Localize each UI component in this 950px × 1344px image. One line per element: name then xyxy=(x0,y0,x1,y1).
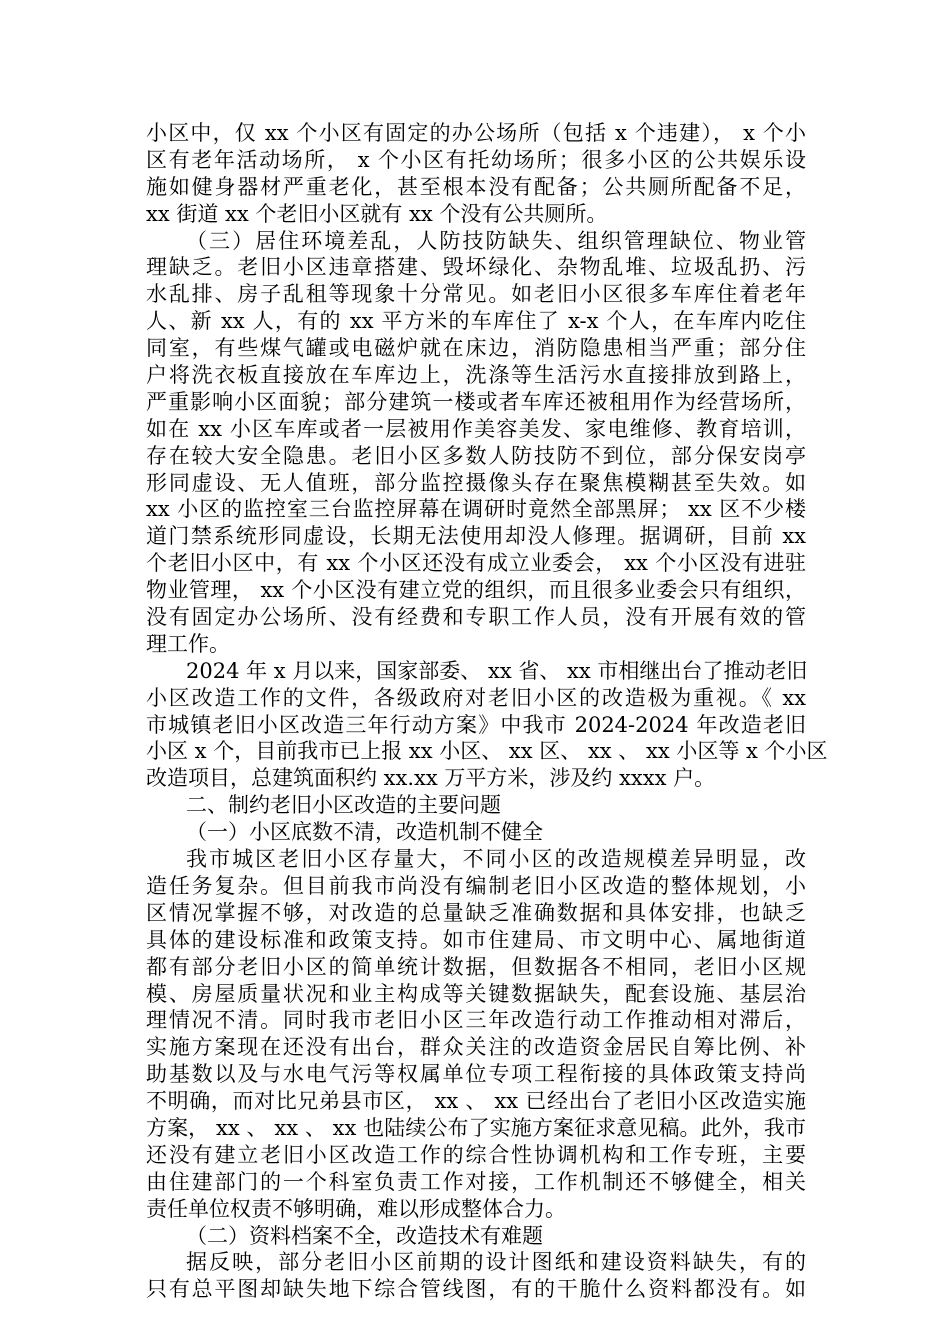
text-line: 小区 x 个，目前我市已上报 xx 小区、 xx 区、 xx 、 xx 小区等 x 个小区 xyxy=(146,739,828,764)
text-line: 户将洗衣板直接放在车库边上，洗涤等生活污水直接排放到路上， xyxy=(146,363,806,388)
text-line: 不明确，而对比兄弟县市区， xx 、 xx 已经出台了老旧小区改造实施 xyxy=(146,1089,806,1114)
text-line: 都有部分老旧小区的简单统计数据，但数据各不相同，老旧小区规 xyxy=(146,954,806,979)
text-line: 改造项目，总建筑面积约 xx.xx 万平方米，涉及约 xxxx 户。 xyxy=(146,766,716,791)
text-line: 个老旧小区中，有 xx 个小区还没有成立业委会， xx 个小区没有进驻 xyxy=(146,551,806,576)
text-line: （一）小区底数不清，改造机制不健全 xyxy=(186,820,543,845)
text-line: 我市城区老旧小区存量大，不同小区的改造规模差异明显，改 xyxy=(186,847,806,872)
text-line: 由住建部门的一个科室负责工作对接，工作机制还不够健全，相关 xyxy=(146,1169,806,1194)
text-line: 造任务复杂。但目前我市尚没有编制老旧小区改造的整体规划，小 xyxy=(146,873,806,898)
text-line: 方案， xx 、 xx 、 xx 也陆续公布了实施方案征求意见稿。此外，我市 xyxy=(146,1115,806,1140)
text-line: 人、新 xx 人，有的 xx 平方米的车库住了 x-x 个人，在车库内吃住 xyxy=(146,309,806,334)
text-line: （二）资料档案不全，改造技术有难题 xyxy=(186,1223,543,1248)
text-line: 具体的建设标准和政策支持。如市住建局、市文明中心、属地街道 xyxy=(146,927,806,952)
text-line: 施如健身器材严重老化，甚至根本没有配备；公共厕所配备不足， xyxy=(146,174,806,199)
text-line: xx 小区的监控室三台监控屏幕在调研时竟然全部黑屏； xx 区不少楼 xyxy=(146,497,806,522)
text-line: 理工作。 xyxy=(146,631,230,656)
text-line: 助基数以及与水电气污等权属单位专项工程衔接的具体政策支持尚 xyxy=(146,1062,806,1087)
text-line: 2024 年 x 月以来，国家部委、 xx 省、 xx 市相继出台了推动老旧 xyxy=(186,658,808,683)
text-line: 二、制约老旧小区改造的主要问题 xyxy=(186,793,501,818)
text-line: 模、房屋质量状况和业主构成等关键数据缺失，配套设施、基层治 xyxy=(146,981,806,1006)
document-page xyxy=(146,120,828,1303)
text-line: 道门禁系统形同虚设，长期无法使用却没人修理。据调研，目前 xx xyxy=(146,524,806,549)
text-line: xx 街道 xx 个老旧小区就有 xx 个没有公共厕所。 xyxy=(146,201,608,226)
text-line: 责任单位权责不够明确，难以形成整体合力。 xyxy=(146,1196,566,1221)
text-line: 据反映，部分老旧小区前期的设计图纸和建设资料缺失，有的 xyxy=(186,1250,806,1275)
text-line: 严重影响小区面貌；部分建筑一楼或者车库还被租用作为经营场所， xyxy=(146,389,806,414)
text-line: 理情况不清。同时我市老旧小区三年改造行动工作推动相对滞后， xyxy=(146,1008,806,1033)
text-line: （三）居住环境差乱，人防技防缺失、组织管理缺位、物业管 xyxy=(186,228,806,253)
text-line: 小区改造工作的文件，各级政府对老旧小区的改造极为重视。《 xx xyxy=(146,685,806,710)
text-line: 理缺乏。老旧小区违章搭建、毁坏绿化、杂物乱堆、垃圾乱扔、污 xyxy=(146,255,806,280)
text-line: 水乱排、房子乱租等现象十分常见。如老旧小区很多车库住着老年 xyxy=(146,282,806,307)
text-line: 物业管理， xx 个小区没有建立党的组织，而且很多业委会只有组织， xyxy=(146,578,806,603)
text-line: 只有总平图却缺失地下综合管线图，有的干脆什么资料都没有。如 xyxy=(146,1277,806,1302)
text-line: 同室，有些煤气罐或电磁炉就在床边，消防隐患相当严重；部分住 xyxy=(146,336,806,361)
text-line: 小区中，仅 xx 个小区有固定的办公场所（包括 x 个违建）， x 个小 xyxy=(146,121,806,145)
text-line: 还没有建立老旧小区改造工作的综合性协调机构和工作专班，主要 xyxy=(146,1142,806,1167)
text-line: 没有固定办公场所、没有经费和专职工作人员，没有开展有效的管 xyxy=(146,605,806,630)
text-line: 如在 xx 小区车库或者一层被用作美容美发、家电维修、教育培训， xyxy=(146,416,806,441)
text-line: 实施方案现在还没有出台，群众关注的改造资金居民自筹比例、补 xyxy=(146,1035,806,1060)
text-line: 区情况掌握不够，对改造的总量缺乏准确数据和具体安排，也缺乏 xyxy=(146,900,806,925)
text-line: 市城镇老旧小区改造三年行动方案》中我市 2024-2024 年改造老旧 xyxy=(146,712,806,737)
text-line: 区有老年活动场所， x 个小区有托幼场所；很多小区的公共娱乐设 xyxy=(146,147,806,172)
text-line: 形同虚设、无人值班，部分监控摄像头存在聚焦模糊甚至失效。如 xyxy=(146,470,806,495)
text-line: 存在较大安全隐患。老旧小区多数人防技防不到位，部分保安岗亭 xyxy=(146,443,806,468)
